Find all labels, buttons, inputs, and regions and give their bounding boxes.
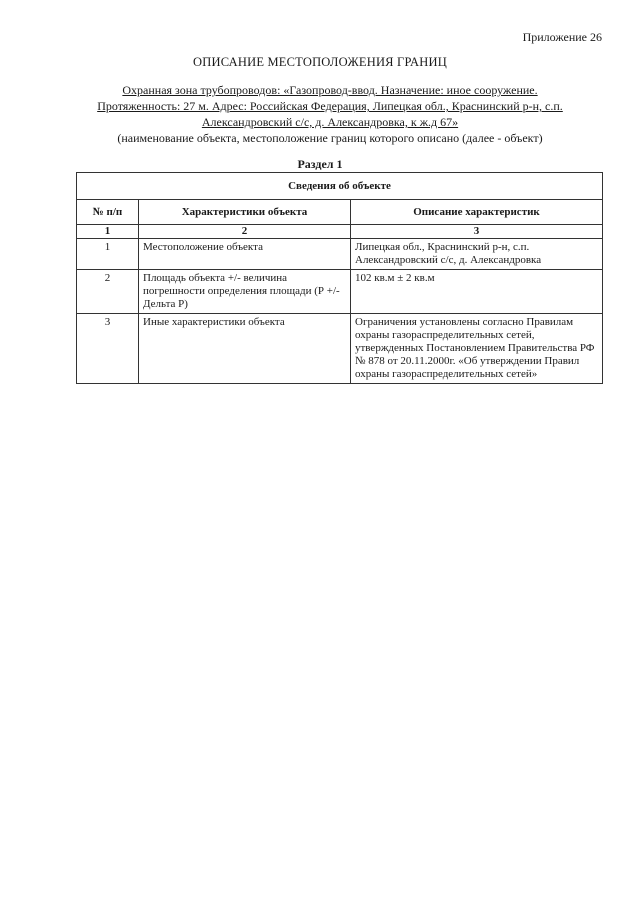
object-line-2: Протяженность: 27 м. Адрес: Российская Федерация, Липецкая обл., Краснинский р-н, с.п. xyxy=(97,99,563,113)
section-title: Раздел 1 xyxy=(297,157,343,171)
row-num: 3 xyxy=(77,314,139,384)
object-description xyxy=(70,82,590,146)
table-row xyxy=(77,239,603,270)
table-row xyxy=(77,314,603,384)
row-description: 102 кв.м ± 2 кв.м xyxy=(351,270,603,314)
document-title: ОПИСАНИЕ МЕСТОПОЛОЖЕНИЯ ГРАНИЦ xyxy=(193,55,447,69)
column-number-row xyxy=(77,225,603,239)
row-description: Липецкая обл., Краснинский р-н, с.п. Александровский с/с, д. Александровка xyxy=(351,239,603,270)
row-num: 2 xyxy=(77,270,139,314)
column-number-1: 1 xyxy=(77,225,139,239)
appendix-label: Приложение 26 xyxy=(522,30,602,44)
column-header-num: № п/п xyxy=(77,200,139,225)
table-caption-row xyxy=(77,173,603,200)
column-header-characteristic: Характеристики объекта xyxy=(139,200,351,225)
row-num: 1 xyxy=(77,239,139,270)
column-number-2: 2 xyxy=(139,225,351,239)
row-characteristic: Местоположение объекта xyxy=(139,239,351,270)
table-header-row xyxy=(77,200,603,225)
table-row xyxy=(77,270,603,314)
table-caption: Сведения об объекте xyxy=(77,173,603,200)
row-characteristic: Иные характеристики объекта xyxy=(139,314,351,384)
object-note: (наименование объекта, местоположение границ которого описано (далее - объект) xyxy=(117,131,543,145)
column-header-description: Описание характеристик xyxy=(351,200,603,225)
row-characteristic: Площадь объекта +/- величина погрешности определения площади (Р +/- Дельта Р) xyxy=(139,270,351,314)
row-description: Ограничения установлены согласно Правилам охраны газораспределительных сетей, утвержденных Постановлением Правительства РФ № 878 от 20.11.2000г. «Об утверждении Правил охраны газораспределительных сетей» xyxy=(351,314,603,384)
object-line-3: Александровский с/с, д. Александровка, к ж.д 67» xyxy=(201,115,459,129)
column-number-3: 3 xyxy=(351,225,603,239)
object-info-table xyxy=(76,172,603,384)
object-line-1: Охранная зона трубопроводов: «Газопровод-ввод. Назначение: иное сооружение. xyxy=(122,83,538,97)
